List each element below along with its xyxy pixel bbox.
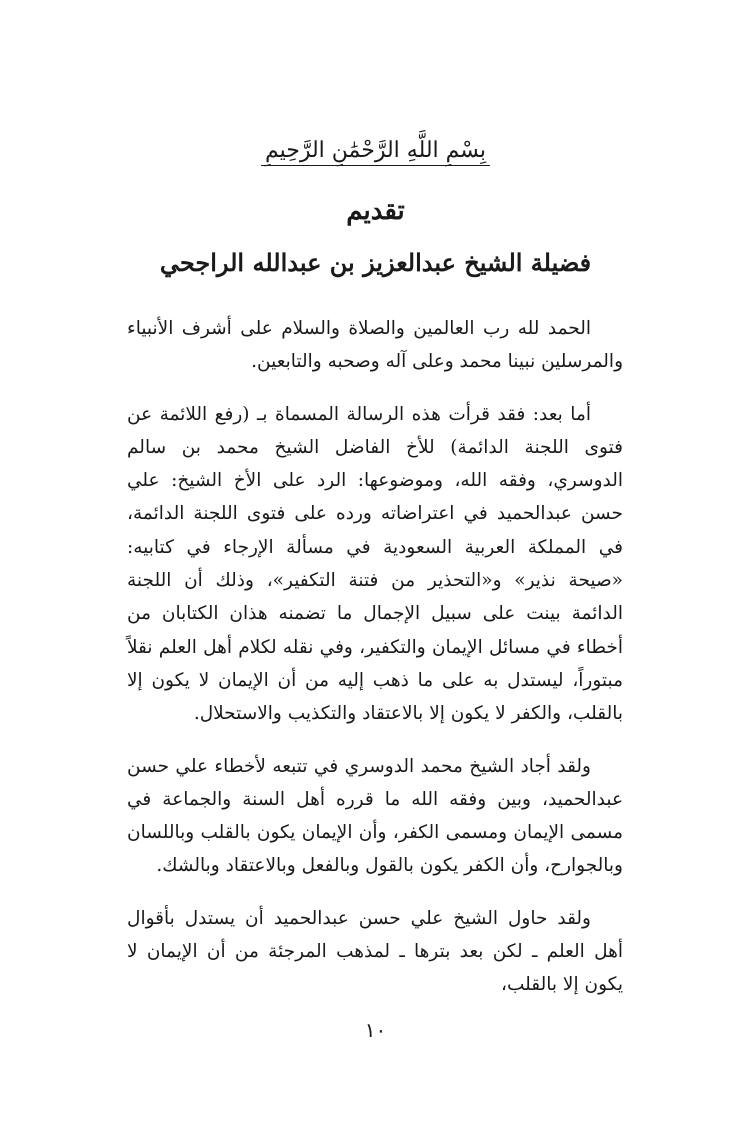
basmala-text: بِسْمِ اللَّهِ الرَّحْمَٰنِ الرَّحِيمِ — [261, 138, 490, 166]
body-text — [127, 312, 623, 1002]
page-number: ١٠ — [364, 1018, 387, 1042]
paragraph: الحمد لله رب العالمين والصلاة والسلام على أشرف الأنبياء والمرسلين نبينا محمد وعلى آله وصحبه والتابعين. — [127, 318, 623, 373]
paragraph: أما بعد: فقد قرأت هذه الرسالة المسماة بـ (رفع اللائمة عن فتوى اللجنة الدائمة) للأخ الفاضل الشيخ محمد بن سالم الدوسري، وفقه الله، وموضوعها: الرد على الأخ الشيخ: علي حسن عبدالحميد في اعتراضاته ورده على فتوى اللجنة الدائمة، في المملكة العربية السعودية في مسألة الإرجاء في كتابيه: «صيحة نذير» و«التحذير من فتنة التكفير»، وذلك أن اللجنة الدائمة بينت على سبيل الإجمال ما تضمنه هذان الكتابان من أخطاء في مسائل الإيمان والتكفير، وفي نقله لكلام أهل العلم نقلاً مبتوراً، ليستدل به على ما ذهب إليه من أن الإيمان لا يكون إلا بالقلب، والكفر لا يكون إلا بالاعتقاد والتكذيب والاستحلال. — [127, 403, 623, 725]
page-subtitle: فضيلة الشيخ عبدالعزيز بن عبدالله الراجحي — [159, 248, 592, 277]
basmala — [0, 138, 751, 166]
paragraph: ولقد حاول الشيخ علي حسن عبدالحميد أن يستدل بأقوال أهل العلم ـ لكن بعد بترها ـ لمذهب المرجئة من أن الإيمان لا يكون إلا بالقلب، — [127, 907, 623, 996]
page-title: تقديم — [346, 196, 405, 226]
paragraph: ولقد أجاد الشيخ محمد الدوسري في تتبعه لأخطاء علي حسن عبدالحميد، وبين وفقه الله ما قرره أهل السنة والجماعة في مسمى الإيمان ومسمى الكفر، وأن الإيمان يكون بالقلب وباللسان وبالجوارح، وأن الكفر يكون بالقول وبالفعل وبالاعتقاد وبالشك. — [127, 755, 623, 877]
